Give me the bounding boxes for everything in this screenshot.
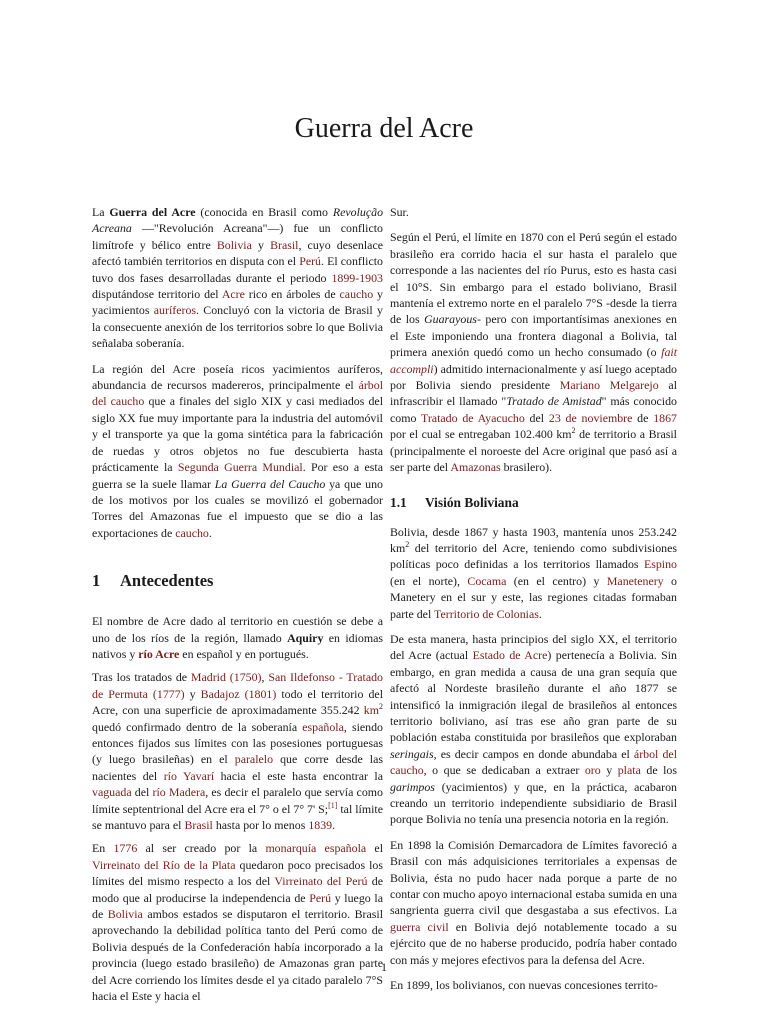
commission-paragraph: En 1898 la Comisión Demarcadora de Límites favoreció a Brasil con más adquisiciones territoriales a expensas de Bolivia, ésta no pudo hacer nada porque a parte de no contar con mucho apoyo internacional estaba sumida en una sangrienta guerra civil que desgastaba a sus efectivos. La guerra civil en Bolivia dejó notablemente tocado a su ejército que de no haberse producido, podría haber contado con más y mejores efectivos para la defensa del Acre. xyxy=(390,837,677,967)
link-fait-accompli[interactable]: fait accompli xyxy=(390,345,677,376)
link-brasil[interactable]: Brasil xyxy=(184,818,213,832)
link-madrid-1750[interactable]: Madrid (1750) xyxy=(190,670,262,685)
link-vaguada[interactable]: vaguada xyxy=(92,785,132,800)
left-column xyxy=(92,204,383,1013)
link-plata[interactable]: plata xyxy=(617,763,641,778)
link-monarquia-espanola[interactable]: monarquía española xyxy=(265,841,367,856)
link-peru[interactable]: Perú xyxy=(299,254,321,269)
concessions-paragraph: En 1899, los bolivianos, con nuevas concesiones territo- xyxy=(390,978,658,993)
italic-term: La Guerra del Caucho xyxy=(214,476,326,491)
italic-term: garimpos xyxy=(390,779,435,794)
link-badajoz-1801[interactable]: Badajoz (1801) xyxy=(200,686,277,701)
link-caucho[interactable]: caucho xyxy=(339,287,374,302)
link-tratado-de-ayacucho[interactable]: Tratado de Ayacucho xyxy=(420,410,525,425)
link-guerra-civil[interactable]: guerra civil xyxy=(390,919,449,934)
link-km[interactable]: km xyxy=(363,703,379,718)
italic-term: Revolução Acreana xyxy=(92,205,384,236)
link-cocama[interactable]: Cocama xyxy=(467,573,507,588)
link-arbol-del-caucho[interactable]: árbol del caucho xyxy=(92,378,383,409)
right-column xyxy=(390,204,677,1002)
link-estado-de-acre[interactable]: Estado de Acre xyxy=(472,648,548,663)
link-arbol-del-caucho[interactable]: árbol del caucho xyxy=(390,746,677,778)
link-territorio-de-colonias[interactable]: Territorio de Colonias xyxy=(434,606,539,621)
link-1839[interactable]: 1839 xyxy=(308,818,333,832)
link-bolivia[interactable]: Bolivia xyxy=(107,907,143,922)
page-number: 1 xyxy=(381,960,387,974)
bold-term: Guerra del Acre xyxy=(109,205,196,219)
page-title: Guerra del Acre xyxy=(294,113,474,144)
treaties-paragraph: Tras los tratados de Madrid (1750), San Ildefonso - Tratado de Permuta (1777) y Badajoz (1801) todo el territorio del Acre, con una superficie de aproximadamente 355.242 $km^2$ quedó confirmado dentro de la soberanía española, siendo entonces fijados sus límites con las posesiones portuguesas (y luego brasileñas) en el paralelo que corre desde las nacientes del río Yavarí hacia el este hasta encontrar la vaguada del río Madera, es decir el paralelo que servía como límite septentrional del Acre era el 7° o el 7° 7' S;[1] tal límite se mantuvo para el Brasil hasta por lo menos 1839. xyxy=(92,670,384,832)
link-espanola[interactable]: española xyxy=(302,719,344,734)
name-paragraph: El nombre de Acre dado al territorio en cuestión se debe a uno de los ríos de la región, llamado Aquiry en idiomas nativos y río Acre en español y en portugués. xyxy=(92,614,383,661)
link-virreinato-rio-de-la-plata[interactable]: Virreinato del Río de la Plata xyxy=(92,857,236,872)
link-virreinato-del-peru[interactable]: Virreinato del Perú xyxy=(274,874,368,889)
link-paralelo[interactable]: paralelo xyxy=(234,752,274,767)
link-1867[interactable]: 1867 xyxy=(653,410,677,425)
link-bolivia[interactable]: Bolivia xyxy=(216,237,252,252)
link-amazonas[interactable]: Amazonas xyxy=(450,460,501,475)
continuation-paragraph: Sur. xyxy=(390,205,409,219)
viceroyalty-paragraph: En 1776 al ser creado por la monarquía española el Virreinato del Río de la Plata quedaron poco precisados los límites del mismo respecto a los del Virreinato del Perú de modo que al producirse la independencia de Perú y luego la de Bolivia ambos estados se disputaron el territorio. Brasil aprovechando la debilidad política tanto del Perú como de Bolivia después de la Confederación había incorporado a la provincia (luego estado brasileño) de Amazonas gran parte del Acre corriendo los límites desde el ya citado paralelo 7°S hacia el Este y hacia el xyxy=(92,841,384,1004)
link-mariano-melgarejo[interactable]: Mariano Melgarejo xyxy=(559,378,659,393)
region-paragraph: La región del Acre poseía ricos yacimientos auríferos, abundancia de recursos madereros, principalmente el árbol del caucho que a finales del siglo XIX y casi mediados del siglo XX fue muy importante para la industria del automóvil y el transporte ya que la goma sintética para la fabricación de ruedas y otros objetos no fue descubierta hasta prácticamente la Segunda Guerra Mundial. Por eso a esta guerra se la suele llamar La Guerra del Caucho ya que uno de los motivos por los cuales se movilizó el gobernador Torres del Amazonas fue el impuesto que se dio a las exportaciones de caucho. xyxy=(92,361,384,540)
link-peru[interactable]: Perú xyxy=(309,890,332,905)
link-segunda-guerra-mundial[interactable]: Segunda Guerra Mundial xyxy=(177,460,303,475)
link-manetenery[interactable]: Manetenery xyxy=(606,573,664,588)
citation-1[interactable]: [1] xyxy=(328,800,338,810)
intro-paragraph: La Guerra del Acre (conocida en Brasil como Revolução Acreana —"Revolución Acreana"—) fue un conflicto limítrofe y bélico entre Bolivia y Brasil, cuyo desenlace afectó también territorios en disputa con el Perú. El conflicto tuvo dos fases desarrolladas durante el periodo 1899-1903 disputándose territorio del Acre rico en árboles de caucho y yacimientos auríferos. Concluyó con la victoria de Brasil y la consecuente anexión de los territorios sobre lo que Bolivia señalaba soberanía. xyxy=(92,205,384,351)
link-1776[interactable]: 1776 xyxy=(113,841,138,856)
border-paragraph: Según el Perú, el límite en 1870 con el Perú según el estado brasileño era corrido hacia el sur hasta el paralelo que corresponde a las nacientes del río Purus, esto es hasta casi el 10°S. Sin embargo para el estado boliviano, Brasil mantenía el extremo norte en el paralelo 7°S -desde la tierra de los Guarayous- pero con importantísimas anexiones en el Este imponiendo una frontera diagonal a Bolivia, tal primera anexión quedó como un hecho consumado (o fait accompli) admitido internacionalmente y así luego aceptado por Bolivia siendo presidente Mariano Melgarejo al infrascribir el llamado "Tratado de Amistad" más conocido como Tratado de Ayacucho del 23 de noviembre de 1867 por el cual se entregaban 102.400 $km^2$ de territorio a Brasil (principalmente el noroeste del Acre original que pasó así a ser parte del Amazonas brasilero). xyxy=(390,230,678,475)
link-23-de-noviembre[interactable]: 23 de noviembre xyxy=(548,410,633,425)
link-oro[interactable]: oro xyxy=(584,763,601,778)
link-1899-1903[interactable]: 1899-1903 xyxy=(331,270,383,285)
italic-term: Tratado de Amistad xyxy=(506,394,602,409)
link-caucho[interactable]: caucho xyxy=(175,525,209,540)
link-san-ildefonso[interactable]: San Ildefonso - Tratado de Permuta (1777) xyxy=(92,670,383,701)
link-rio-madera[interactable]: río Madera xyxy=(152,785,206,800)
link-rio-acre[interactable]: río Acre xyxy=(138,646,180,661)
link-acre[interactable]: Acre xyxy=(221,287,245,302)
link-auriferos[interactable]: auríferos xyxy=(153,303,197,318)
italic-term: Guarayous xyxy=(424,312,477,327)
migration-paragraph: De esta manera, hasta principios del siglo XX, el territorio del Acre (actual Estado de Acre) pertenecía a Bolivia. Sin embargo, en gran medida a causa de una gran sequía que afectó al Nordeste brasileño durante el año 1877 se intensificó la inmigración ilegal de brasileños al entonces territorio boliviano, así tras ese año gran parte de su población estaba constituida por brasileños que exploraban seringais, es decir campos en donde abundaba el árbol del caucho, o que se dedicaban a extraer oro y plata de los garimpos (yacimientos) y que, en la práctica, acabaron creando un territorio independiente subsidiario de Brasil porque Bolivia no tenía una presencia notoria en la región. xyxy=(390,631,678,827)
link-rio-yavari[interactable]: río Yavarí xyxy=(163,768,215,783)
link-espino[interactable]: Espino xyxy=(643,557,677,572)
section-heading-antecedentes: 1 Antecedentes xyxy=(92,571,214,591)
bolivia-territory-paragraph: Bolivia, desde 1867 y hasta 1903, mantenía unos 253.242 $km^2$ del territorio del Acre, teniendo como subdivisiones políticas poco definidas a los territorios llamados Espino (en el norte), Cocama (en el centro) y Manetenery o Manetery en el sur y este, las regiones citadas formaban parte del Territorio de Colonias. xyxy=(390,524,678,621)
link-brasil[interactable]: Brasil xyxy=(270,237,299,252)
bold-term: Aquiry xyxy=(287,630,324,645)
italic-term: seringais xyxy=(390,746,434,761)
section-heading-vision-boliviana: 1.1 Visión Boliviana xyxy=(390,494,519,510)
